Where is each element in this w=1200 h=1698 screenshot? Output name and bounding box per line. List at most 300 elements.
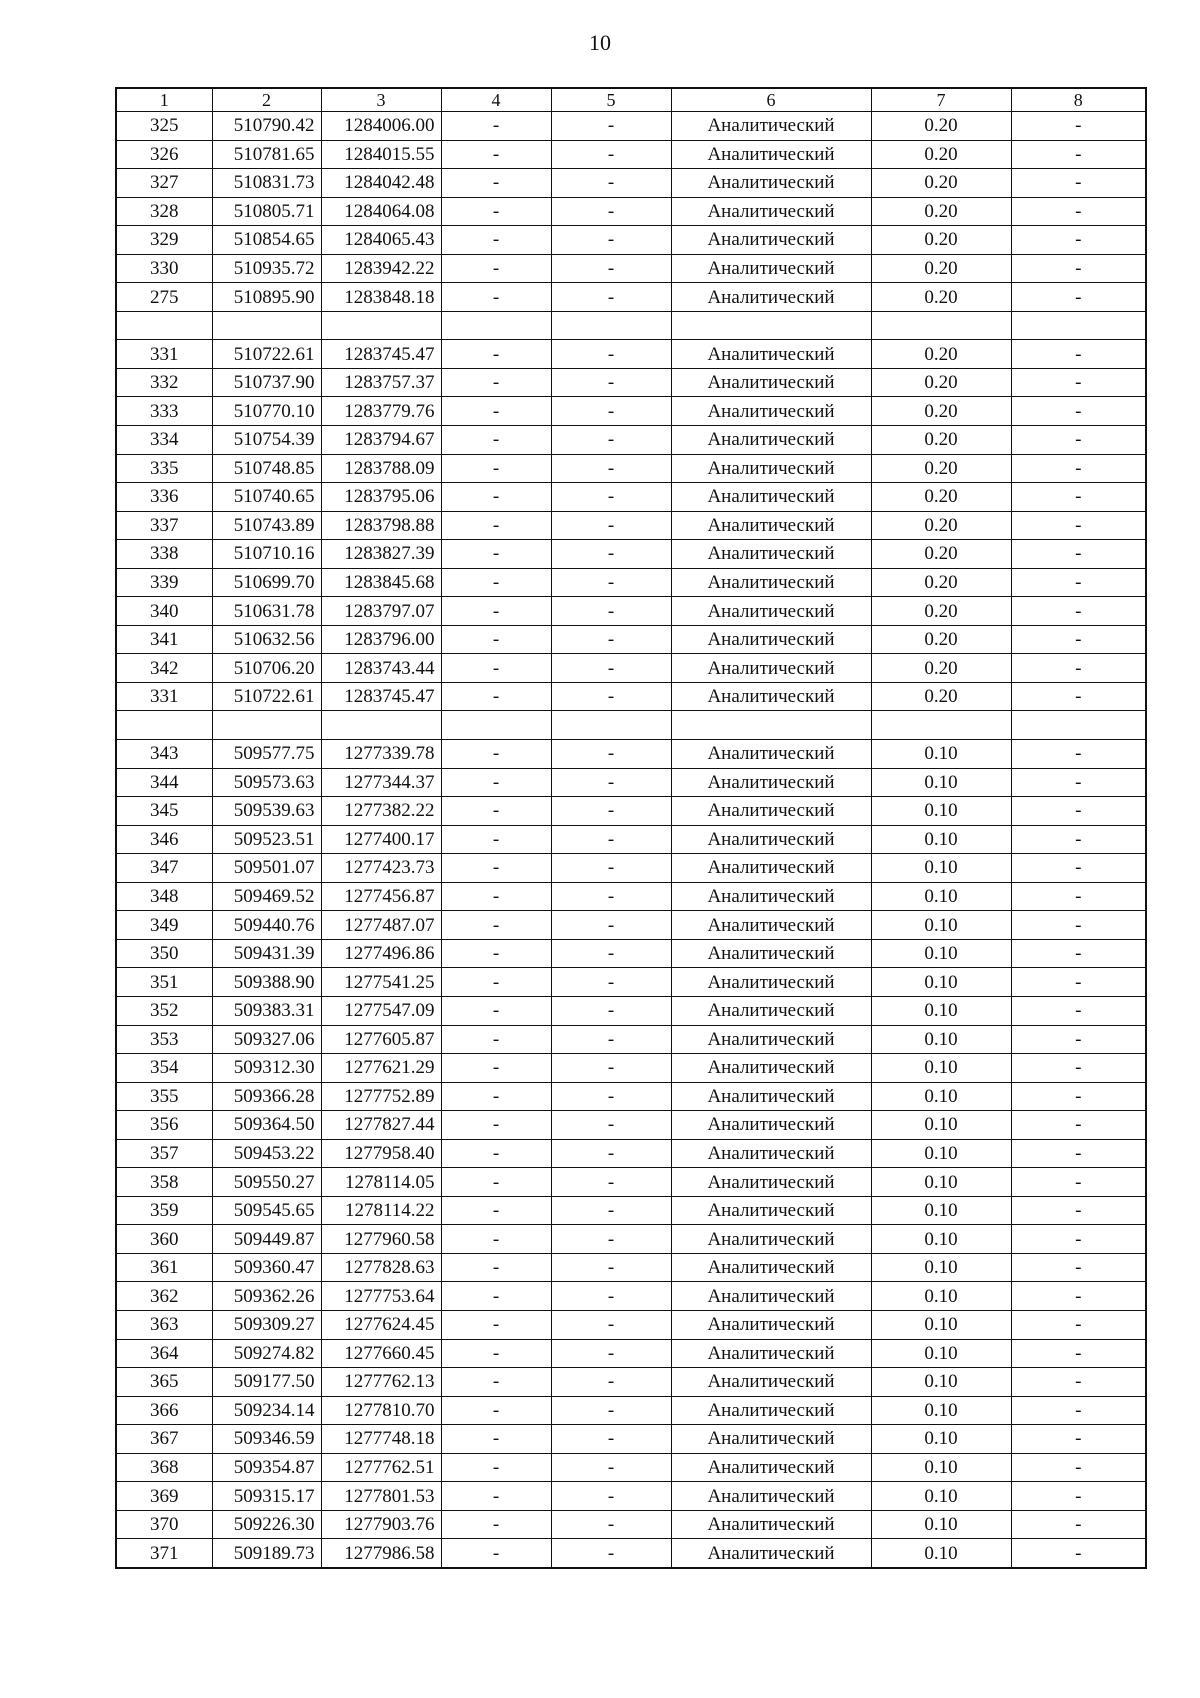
y-coordinate-cell: 1283798.88: [321, 511, 441, 540]
col5-cell: -: [551, 169, 671, 198]
col4-cell: -: [441, 1253, 551, 1282]
x-coordinate-cell: [212, 711, 321, 740]
accuracy-cell: 0.20: [871, 112, 1011, 141]
col8-cell: -: [1011, 540, 1146, 569]
method-cell: Аналитический: [671, 1368, 871, 1397]
col8-cell: -: [1011, 1111, 1146, 1140]
y-coordinate-cell: 1277400.17: [321, 825, 441, 854]
point-number-cell: 351: [116, 968, 212, 997]
y-coordinate-cell: 1277660.45: [321, 1339, 441, 1368]
x-coordinate-cell: 509431.39: [212, 939, 321, 968]
accuracy-cell: 0.20: [871, 597, 1011, 626]
method-cell: Аналитический: [671, 1225, 871, 1254]
method-cell: Аналитический: [671, 426, 871, 455]
col4-cell: -: [441, 654, 551, 683]
method-cell: Аналитический: [671, 140, 871, 169]
accuracy-cell: 0.20: [871, 226, 1011, 255]
x-coordinate-cell: 509226.30: [212, 1510, 321, 1539]
table-row: [116, 939, 1146, 968]
col4-cell: -: [441, 1225, 551, 1254]
table-row: [116, 454, 1146, 483]
accuracy-cell: 0.10: [871, 939, 1011, 968]
table-row: [116, 654, 1146, 683]
col5-cell: -: [551, 597, 671, 626]
col4-cell: -: [441, 568, 551, 597]
point-number-cell: 366: [116, 1396, 212, 1425]
y-coordinate-cell: 1284006.00: [321, 112, 441, 141]
point-number-cell: 334: [116, 426, 212, 455]
table-row: [116, 597, 1146, 626]
col4-cell: -: [441, 1282, 551, 1311]
col4-cell: -: [441, 597, 551, 626]
accuracy-cell: 0.10: [871, 1339, 1011, 1368]
table-row: [116, 511, 1146, 540]
point-number-cell: 350: [116, 939, 212, 968]
col5-cell: -: [551, 568, 671, 597]
x-coordinate-cell: 510632.56: [212, 625, 321, 654]
col5-cell: -: [551, 1396, 671, 1425]
table-row: [116, 426, 1146, 455]
accuracy-cell: [871, 311, 1011, 340]
x-coordinate-cell: 509577.75: [212, 740, 321, 769]
blank-row: [116, 311, 1146, 340]
col4-cell: -: [441, 454, 551, 483]
col4-cell: -: [441, 682, 551, 711]
col8-cell: -: [1011, 1482, 1146, 1511]
col4-cell: -: [441, 1139, 551, 1168]
table-row: [116, 1082, 1146, 1111]
table-row: [116, 854, 1146, 883]
point-number-cell: 349: [116, 911, 212, 940]
col5-cell: -: [551, 1310, 671, 1339]
y-coordinate-cell: 1277339.78: [321, 740, 441, 769]
point-number-cell: 337: [116, 511, 212, 540]
y-coordinate-cell: 1277801.53: [321, 1482, 441, 1511]
point-number-cell: 354: [116, 1054, 212, 1083]
col4-cell: -: [441, 340, 551, 369]
x-coordinate-cell: 510722.61: [212, 340, 321, 369]
accuracy-cell: 0.20: [871, 397, 1011, 426]
method-cell: [671, 711, 871, 740]
accuracy-cell: 0.10: [871, 1310, 1011, 1339]
col4-cell: -: [441, 1025, 551, 1054]
accuracy-cell: 0.20: [871, 540, 1011, 569]
col4-cell: -: [441, 169, 551, 198]
header-row: [116, 88, 1146, 112]
method-cell: Аналитический: [671, 283, 871, 312]
table-row: [116, 825, 1146, 854]
col5-cell: -: [551, 1282, 671, 1311]
y-coordinate-cell: 1284065.43: [321, 226, 441, 255]
accuracy-cell: 0.10: [871, 1368, 1011, 1397]
accuracy-cell: 0.10: [871, 1482, 1011, 1511]
col4-cell: -: [441, 625, 551, 654]
point-number-cell: 329: [116, 226, 212, 255]
y-coordinate-cell: 1277986.58: [321, 1539, 441, 1568]
y-coordinate-cell: 1283848.18: [321, 283, 441, 312]
table-row: [116, 1510, 1146, 1539]
table-row: [116, 283, 1146, 312]
col5-cell: -: [551, 483, 671, 512]
y-coordinate-cell: 1283942.22: [321, 254, 441, 283]
point-number-cell: 362: [116, 1282, 212, 1311]
accuracy-cell: 0.20: [871, 654, 1011, 683]
col8-cell: -: [1011, 740, 1146, 769]
col4-cell: -: [441, 1482, 551, 1511]
col5-cell: -: [551, 1082, 671, 1111]
accuracy-cell: 0.20: [871, 682, 1011, 711]
accuracy-cell: 0.10: [871, 797, 1011, 826]
y-coordinate-cell: 1283797.07: [321, 597, 441, 626]
accuracy-cell: 0.20: [871, 368, 1011, 397]
x-coordinate-cell: 510740.65: [212, 483, 321, 512]
point-number-cell: 345: [116, 797, 212, 826]
point-number-cell: 370: [116, 1510, 212, 1539]
x-coordinate-cell: 509327.06: [212, 1025, 321, 1054]
col5-cell: -: [551, 1225, 671, 1254]
x-coordinate-cell: 509453.22: [212, 1139, 321, 1168]
accuracy-cell: 0.20: [871, 140, 1011, 169]
col8-cell: -: [1011, 1225, 1146, 1254]
col5-cell: -: [551, 1253, 671, 1282]
accuracy-cell: 0.20: [871, 454, 1011, 483]
method-cell: Аналитический: [671, 368, 871, 397]
method-cell: Аналитический: [671, 1253, 871, 1282]
table-row: [116, 1339, 1146, 1368]
method-cell: Аналитический: [671, 882, 871, 911]
point-number-cell: 371: [116, 1539, 212, 1568]
accuracy-cell: 0.10: [871, 1054, 1011, 1083]
table-row: [116, 483, 1146, 512]
col8-cell: -: [1011, 568, 1146, 597]
col4-cell: -: [441, 968, 551, 997]
point-number-cell: 338: [116, 540, 212, 569]
col5-cell: -: [551, 882, 671, 911]
y-coordinate-cell: 1277810.70: [321, 1396, 441, 1425]
accuracy-cell: 0.10: [871, 882, 1011, 911]
col4-cell: -: [441, 1339, 551, 1368]
method-cell: Аналитический: [671, 1453, 871, 1482]
y-coordinate-cell: 1277621.29: [321, 1054, 441, 1083]
col4-cell: -: [441, 825, 551, 854]
x-coordinate-cell: 509469.52: [212, 882, 321, 911]
col4-cell: -: [441, 1453, 551, 1482]
point-number-cell: 367: [116, 1425, 212, 1454]
col8-cell: -: [1011, 1539, 1146, 1568]
point-number-cell: 364: [116, 1339, 212, 1368]
page-number: 10: [589, 30, 611, 55]
y-coordinate-cell: 1277541.25: [321, 968, 441, 997]
table-row: [116, 169, 1146, 198]
y-coordinate-cell: 1283795.06: [321, 483, 441, 512]
accuracy-cell: 0.10: [871, 1396, 1011, 1425]
col5-cell: -: [551, 1425, 671, 1454]
col5-cell: -: [551, 540, 671, 569]
accuracy-cell: 0.10: [871, 1139, 1011, 1168]
col5-cell: -: [551, 768, 671, 797]
col8-cell: -: [1011, 768, 1146, 797]
y-coordinate-cell: 1277903.76: [321, 1510, 441, 1539]
x-coordinate-cell: 510743.89: [212, 511, 321, 540]
table-row: [116, 1310, 1146, 1339]
accuracy-cell: 0.10: [871, 1282, 1011, 1311]
x-coordinate-cell: 510722.61: [212, 682, 321, 711]
y-coordinate-cell: 1284064.08: [321, 197, 441, 226]
col5-cell: -: [551, 1168, 671, 1197]
method-cell: Аналитический: [671, 1282, 871, 1311]
col4-cell: -: [441, 1396, 551, 1425]
accuracy-cell: 0.10: [871, 1025, 1011, 1054]
table-row: [116, 1225, 1146, 1254]
method-cell: [671, 311, 871, 340]
col8-cell: -: [1011, 1025, 1146, 1054]
y-coordinate-cell: 1277624.45: [321, 1310, 441, 1339]
point-number-cell: 357: [116, 1139, 212, 1168]
x-coordinate-cell: 509315.17: [212, 1482, 321, 1511]
point-number-cell: 361: [116, 1253, 212, 1282]
accuracy-cell: 0.10: [871, 1111, 1011, 1140]
col5-cell: -: [551, 740, 671, 769]
method-cell: Аналитический: [671, 996, 871, 1025]
col4-cell: -: [441, 1054, 551, 1083]
table-row: [116, 1253, 1146, 1282]
x-coordinate-cell: 510748.85: [212, 454, 321, 483]
col8-cell: -: [1011, 911, 1146, 940]
y-coordinate-cell: 1283794.67: [321, 426, 441, 455]
y-coordinate-cell: 1283827.39: [321, 540, 441, 569]
column-header-6: 6: [671, 88, 871, 112]
method-cell: Аналитический: [671, 1025, 871, 1054]
point-number-cell: 339: [116, 568, 212, 597]
method-cell: Аналитический: [671, 226, 871, 255]
col4-cell: -: [441, 112, 551, 141]
y-coordinate-cell: 1277960.58: [321, 1225, 441, 1254]
x-coordinate-cell: 509189.73: [212, 1539, 321, 1568]
col4-cell: -: [441, 1368, 551, 1397]
col8-cell: -: [1011, 1139, 1146, 1168]
y-coordinate-cell: 1277456.87: [321, 882, 441, 911]
accuracy-cell: 0.20: [871, 511, 1011, 540]
accuracy-cell: 0.10: [871, 1196, 1011, 1225]
method-cell: Аналитический: [671, 197, 871, 226]
method-cell: Аналитический: [671, 1168, 871, 1197]
table-row: [116, 254, 1146, 283]
col4-cell: -: [441, 540, 551, 569]
point-number-cell: 356: [116, 1111, 212, 1140]
col4-cell: -: [441, 483, 551, 512]
table-row: [116, 1396, 1146, 1425]
col8-cell: -: [1011, 1082, 1146, 1111]
x-coordinate-cell: 510935.72: [212, 254, 321, 283]
x-coordinate-cell: 509354.87: [212, 1453, 321, 1482]
y-coordinate-cell: 1283845.68: [321, 568, 441, 597]
accuracy-cell: 0.10: [871, 768, 1011, 797]
table-row: [116, 112, 1146, 141]
method-cell: Аналитический: [671, 768, 871, 797]
method-cell: Аналитический: [671, 968, 871, 997]
table-row: [116, 682, 1146, 711]
point-number-cell: 331: [116, 340, 212, 369]
y-coordinate-cell: 1284042.48: [321, 169, 441, 198]
accuracy-cell: [871, 711, 1011, 740]
col4-cell: -: [441, 1425, 551, 1454]
x-coordinate-cell: 509177.50: [212, 1368, 321, 1397]
point-number-cell: 335: [116, 454, 212, 483]
col8-cell: -: [1011, 682, 1146, 711]
y-coordinate-cell: 1278114.05: [321, 1168, 441, 1197]
x-coordinate-cell: 510737.90: [212, 368, 321, 397]
method-cell: Аналитический: [671, 1539, 871, 1568]
x-coordinate-cell: 510706.20: [212, 654, 321, 683]
point-number-cell: 363: [116, 1310, 212, 1339]
column-header-8: 8: [1011, 88, 1146, 112]
method-cell: Аналитический: [671, 654, 871, 683]
col4-cell: -: [441, 882, 551, 911]
table-row: [116, 568, 1146, 597]
method-cell: Аналитический: [671, 454, 871, 483]
col4-cell: -: [441, 368, 551, 397]
col8-cell: -: [1011, 968, 1146, 997]
point-number-cell: 348: [116, 882, 212, 911]
col4-cell: -: [441, 1196, 551, 1225]
col5-cell: -: [551, 1368, 671, 1397]
col4-cell: -: [441, 254, 551, 283]
col4-cell: -: [441, 426, 551, 455]
col4-cell: -: [441, 740, 551, 769]
point-number-cell: 365: [116, 1368, 212, 1397]
accuracy-cell: 0.10: [871, 1539, 1011, 1568]
y-coordinate-cell: 1277547.09: [321, 996, 441, 1025]
y-coordinate-cell: 1284015.55: [321, 140, 441, 169]
col4-cell: -: [441, 283, 551, 312]
point-number-cell: 336: [116, 483, 212, 512]
col8-cell: -: [1011, 397, 1146, 426]
x-coordinate-cell: 510754.39: [212, 426, 321, 455]
col8-cell: -: [1011, 1339, 1146, 1368]
accuracy-cell: 0.10: [871, 854, 1011, 883]
point-number-cell: 327: [116, 169, 212, 198]
col8-cell: -: [1011, 483, 1146, 512]
point-number-cell: 369: [116, 1482, 212, 1511]
table-row: [116, 1196, 1146, 1225]
table-row: [116, 1282, 1146, 1311]
col5-cell: -: [551, 911, 671, 940]
col8-cell: -: [1011, 797, 1146, 826]
x-coordinate-cell: 509234.14: [212, 1396, 321, 1425]
column-header-5: 5: [551, 88, 671, 112]
accuracy-cell: 0.20: [871, 625, 1011, 654]
accuracy-cell: 0.10: [871, 968, 1011, 997]
col8-cell: -: [1011, 226, 1146, 255]
column-header-1: 1: [116, 88, 212, 112]
col4-cell: -: [441, 996, 551, 1025]
x-coordinate-cell: 509366.28: [212, 1082, 321, 1111]
col4-cell: -: [441, 1310, 551, 1339]
col8-cell: [1011, 311, 1146, 340]
col4-cell: -: [441, 226, 551, 255]
col4-cell: -: [441, 797, 551, 826]
method-cell: Аналитический: [671, 740, 871, 769]
col8-cell: -: [1011, 1054, 1146, 1083]
col5-cell: -: [551, 1453, 671, 1482]
y-coordinate-cell: 1283745.47: [321, 682, 441, 711]
col4-cell: -: [441, 1168, 551, 1197]
point-number-cell: [116, 711, 212, 740]
col8-cell: -: [1011, 511, 1146, 540]
y-coordinate-cell: 1277752.89: [321, 1082, 441, 1111]
point-number-cell: 342: [116, 654, 212, 683]
x-coordinate-cell: 509383.31: [212, 996, 321, 1025]
col8-cell: -: [1011, 1168, 1146, 1197]
x-coordinate-cell: 510710.16: [212, 540, 321, 569]
col5-cell: -: [551, 140, 671, 169]
col8-cell: -: [1011, 825, 1146, 854]
x-coordinate-cell: [212, 311, 321, 340]
table-row: [116, 1168, 1146, 1197]
method-cell: Аналитический: [671, 1310, 871, 1339]
method-cell: Аналитический: [671, 1082, 871, 1111]
y-coordinate-cell: 1283745.47: [321, 340, 441, 369]
accuracy-cell: 0.10: [871, 825, 1011, 854]
col5-cell: -: [551, 797, 671, 826]
col8-cell: -: [1011, 1310, 1146, 1339]
col4-cell: -: [441, 397, 551, 426]
method-cell: Аналитический: [671, 483, 871, 512]
x-coordinate-cell: 510770.10: [212, 397, 321, 426]
y-coordinate-cell: 1277753.64: [321, 1282, 441, 1311]
col5-cell: [551, 311, 671, 340]
accuracy-cell: 0.20: [871, 568, 1011, 597]
col5-cell: -: [551, 426, 671, 455]
table-row: [116, 968, 1146, 997]
x-coordinate-cell: 509312.30: [212, 1054, 321, 1083]
y-coordinate-cell: 1283779.76: [321, 397, 441, 426]
point-number-cell: 341: [116, 625, 212, 654]
point-number-cell: 359: [116, 1196, 212, 1225]
col8-cell: -: [1011, 597, 1146, 626]
x-coordinate-cell: 510854.65: [212, 226, 321, 255]
accuracy-cell: 0.10: [871, 1225, 1011, 1254]
accuracy-cell: 0.10: [871, 996, 1011, 1025]
table-body: [116, 112, 1146, 1568]
accuracy-cell: 0.20: [871, 283, 1011, 312]
col4-cell: -: [441, 768, 551, 797]
y-coordinate-cell: 1277748.18: [321, 1425, 441, 1454]
table-row: [116, 226, 1146, 255]
table-row: [116, 368, 1146, 397]
point-number-cell: 340: [116, 597, 212, 626]
method-cell: Аналитический: [671, 254, 871, 283]
accuracy-cell: 0.20: [871, 340, 1011, 369]
accuracy-cell: 0.20: [871, 254, 1011, 283]
y-coordinate-cell: 1277423.73: [321, 854, 441, 883]
y-coordinate-cell: 1277827.44: [321, 1111, 441, 1140]
col4-cell: -: [441, 1082, 551, 1111]
x-coordinate-cell: 509360.47: [212, 1253, 321, 1282]
col5-cell: -: [551, 1339, 671, 1368]
accuracy-cell: 0.20: [871, 197, 1011, 226]
table-row: [116, 625, 1146, 654]
col8-cell: -: [1011, 283, 1146, 312]
x-coordinate-cell: 509523.51: [212, 825, 321, 854]
table-row: [116, 340, 1146, 369]
table-row: [116, 768, 1146, 797]
method-cell: Аналитический: [671, 939, 871, 968]
col8-cell: -: [1011, 1253, 1146, 1282]
col5-cell: -: [551, 939, 671, 968]
x-coordinate-cell: 509309.27: [212, 1310, 321, 1339]
point-number-cell: 275: [116, 283, 212, 312]
